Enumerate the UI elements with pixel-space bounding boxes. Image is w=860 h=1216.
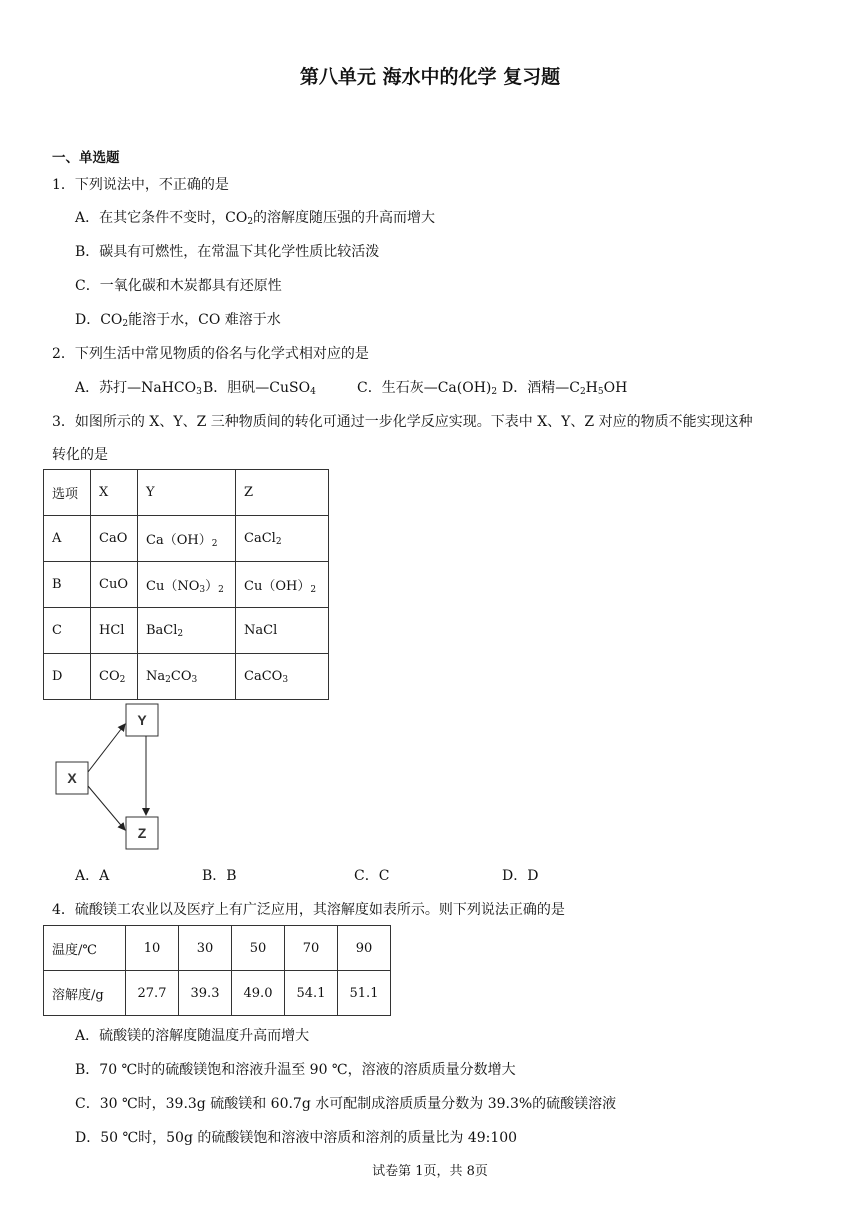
q3-option-b: B．B bbox=[202, 868, 237, 884]
table-row bbox=[44, 926, 391, 971]
table-header-row bbox=[44, 470, 329, 516]
table-cell: 54.1 bbox=[285, 971, 338, 1016]
q1-stem: 1．下列说法中，不正确的是 bbox=[52, 177, 229, 193]
table-cell: HCl bbox=[91, 608, 138, 654]
table-cell: B bbox=[44, 562, 91, 608]
table-cell: D bbox=[44, 654, 91, 700]
table-cell: 70 bbox=[285, 926, 338, 971]
node-y-label: Y bbox=[137, 712, 147, 728]
section-heading: 一、单选题 bbox=[52, 150, 120, 166]
q2-option-c: C．生石灰$—Ca(OH)_2$ bbox=[357, 380, 498, 397]
table-cell: 10 bbox=[126, 926, 179, 971]
table-cell: CaCl$_2$ bbox=[236, 516, 329, 562]
table-row-label: 溶解度/g bbox=[44, 971, 126, 1016]
table-cell: 49.0 bbox=[232, 971, 285, 1016]
table-row bbox=[44, 654, 329, 700]
arrow-x-to-y bbox=[88, 724, 125, 772]
q1-option-d: D．$CO_2$能溶于水，CO 难溶于水 bbox=[75, 312, 281, 329]
q1-option-a: A．在其它条件不变时，$CO_2$的溶解度随压强的升高而增大 bbox=[75, 210, 436, 227]
q4-stem: 4．硫酸镁工农业以及医疗上有广泛应用，其溶解度如表所示。则下列说法正确的是 bbox=[52, 902, 565, 918]
q3-stem-line2: 转化的是 bbox=[52, 447, 108, 463]
table-header-cell: Y bbox=[138, 470, 236, 516]
q3-stem-line1: 3．如图所示的 X、Y、Z 三种物质间的转化可通过一步化学反应实现。下表中 X、Y、Z 对应的物质不能实现这种 bbox=[52, 414, 753, 430]
table-cell: 27.7 bbox=[126, 971, 179, 1016]
table-cell: C bbox=[44, 608, 91, 654]
q4-option-a: A．硫酸镁的溶解度随温度升高而增大 bbox=[75, 1028, 310, 1044]
node-z-label: Z bbox=[137, 825, 147, 841]
q3-option-a: A．A bbox=[75, 868, 110, 884]
table-row bbox=[44, 608, 329, 654]
table-header-cell: 选项 bbox=[44, 470, 91, 516]
q4-option-c: C．30 ℃时，39.3g 硫酸镁和 60.7g 水可配制成溶质质量分数为 39.3%的硫酸镁溶液 bbox=[75, 1096, 617, 1112]
q2-option-b: B．胆矾—CuSO$_4$ bbox=[203, 380, 316, 397]
q1-option-c: C．一氧化碳和木炭都具有还原性 bbox=[75, 278, 282, 294]
table-cell: 50 bbox=[232, 926, 285, 971]
q3-option-d: D．D bbox=[502, 868, 539, 884]
q4-option-b: B．70 ℃时的硫酸镁饱和溶液升温至 90 ℃，溶液的溶质质量分数增大 bbox=[75, 1062, 516, 1078]
table-cell: A bbox=[44, 516, 91, 562]
q2-option-d: D．酒精$—C_2H_5OH$ bbox=[502, 380, 628, 397]
table-cell: BaCl$_2$ bbox=[138, 608, 236, 654]
conversion-diagram bbox=[50, 700, 170, 860]
table-cell: CuO bbox=[91, 562, 138, 608]
table-row bbox=[44, 562, 329, 608]
q4-option-d: D．50 ℃时，50g 的硫酸镁饱和溶液中溶质和溶剂的质量比为 49:100 bbox=[75, 1130, 518, 1146]
table-cell: 30 bbox=[179, 926, 232, 971]
table-cell: $Ca(OH)_2$ bbox=[138, 516, 236, 562]
table-header-cell: X bbox=[91, 470, 138, 516]
q3-option-c: C．C bbox=[354, 868, 390, 884]
q4-solubility-table bbox=[43, 925, 391, 1016]
table-cell: $Na_2CO_3$ bbox=[138, 654, 236, 700]
table-cell: CaO bbox=[91, 516, 138, 562]
table-cell: CaCO$_3$ bbox=[236, 654, 329, 700]
table-cell: 39.3 bbox=[179, 971, 232, 1016]
page-title: 第八单元 海水中的化学 复习题 bbox=[299, 66, 561, 88]
table-row bbox=[44, 516, 329, 562]
q2-option-a: A．苏打—NaHCO$_3$ bbox=[75, 380, 202, 397]
table-row bbox=[44, 971, 391, 1016]
node-x-label: X bbox=[67, 770, 77, 786]
q3-table bbox=[43, 469, 329, 700]
table-cell: $Cu(NO_3)_2$ bbox=[138, 562, 236, 608]
page-footer: 试卷第 1页，共 8页 bbox=[372, 1164, 488, 1179]
arrow-x-to-z bbox=[88, 786, 125, 830]
table-row-label: 温度/℃ bbox=[44, 926, 126, 971]
table-cell: $Cu(OH)_2$ bbox=[236, 562, 329, 608]
table-cell: NaCl bbox=[236, 608, 329, 654]
table-cell: 51.1 bbox=[338, 971, 391, 1016]
q1-option-b: B．碳具有可燃性，在常温下其化学性质比较活泼 bbox=[75, 244, 380, 260]
q2-stem: 2．下列生活中常见物质的俗名与化学式相对应的是 bbox=[52, 346, 369, 362]
table-header-cell: Z bbox=[236, 470, 329, 516]
table-cell: 90 bbox=[338, 926, 391, 971]
table-cell: $CO_2$ bbox=[91, 654, 138, 700]
